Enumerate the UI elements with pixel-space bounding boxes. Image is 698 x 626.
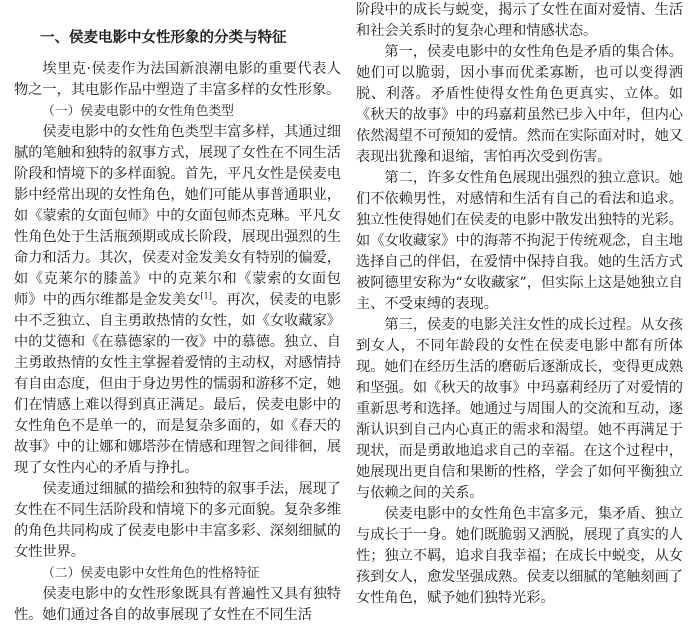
second-trait-paragraph: 第二，许多女性角色展现出强烈的独立意识。她们不依赖男性，对感情和生活有自己的看法和追求。独立性使得她们在侯麦的电影中散发出独特的光彩。如《女收藏家》中的海蒂不拘泥于传统观念，自主地选择自己的伴侣，在爱情中保持自我。她的生活方式被阿德里安称为“女收藏家”，但实际上这是她独立自主、不受束缚的表现。	[356, 170, 683, 312]
types-paragraph	[14, 122, 341, 479]
intro-paragraph: 埃里克·侯麦作为法国新浪潮电影的重要代表人物之一，其电影作品中塑造了丰富多样的女性形象。	[14, 61, 341, 98]
left-column	[14, 0, 341, 626]
section-title: 一、侯麦电影中女性形象的分类与特征	[40, 30, 287, 46]
summary-paragraph: 侯麦通过细腻的描绘和独特的叙事手法，展现了女性在不同生活阶段和情境下的多元面貌。复杂多维的角色共同构成了侯麦电影中丰富多彩、深刻细腻的女性世界。	[14, 481, 341, 560]
first-trait-paragraph: 第一，侯麦电影中的女性角色是矛盾的集合体。她们可以脆弱，因小事而优柔寡断，也可以变得洒脱、利落。矛盾性使得女性角色更真实、立体。如《秋天的故事》中的玛嘉莉虽然已步入中年，但内心依然渴望不可预知的爱情。然而在实际面对时，她又表现出犹豫和退缩，害怕再次受到伤害。	[356, 44, 683, 165]
types-paragraph-text-b: 。再次，侯麦的电影中不乏独立、自主勇敢热情的女性，如《女收藏家》中的艾德和《在慕德家的一夜》中的慕德。独立、自主勇敢热情的女性主掌握着爱情的主动权，对感情持有自由态度，但由于身边男性的懦弱和游移不定，她们在情感上难以得到真正满足。最后，侯麦电影中的女性角色不是单一的，而是复杂多面的，如《春天的故事》中的让娜和娜塔莎在情感和理智之间徘徊，展现了女性内心的矛盾与挣扎。	[14, 292, 341, 476]
citation-ref: [1]	[200, 291, 212, 301]
subsection-title-traits: （二）侯麦电影中女性角色的性格特征	[42, 566, 260, 581]
conclusion-paragraph: 侯麦电影中的女性角色丰富多元，集矛盾、独立与成长于一身。她们既脆弱又洒脱，展现了真实的人性；独立不羁，追求自我幸福；在成长中蜕变，从女孩到女人，愈发坚强成熟。侯麦以细腻的笔触刻画了女性角色，赋予她们独特光彩。	[356, 506, 683, 606]
traits-paragraph-start: 侯麦电影中的女性形象既具有普遍性又具有独特性。她们通过各自的故事展现了女性在不同生活	[14, 586, 341, 623]
traits-paragraph-continued: 阶段中的成长与蜕变，揭示了女性在面对爱情、生活和社会关系时的复杂心理和情感状态。	[356, 2, 683, 39]
types-paragraph-text-a: 侯麦电影中的女性角色类型丰富多样，其通过细腻的笔触和独特的叙事方式，展现了女性在不同生活阶段和情境下的多样面貌。首先，平凡女性是侯麦电影中经常出现的女性角色，她们可能从事普通职业，如《蒙索的女面包师》中的女面包师杰克琳。平凡女性角色处于生活瓶颈期或成长阶段，展现出强烈的生命力和活力。其次，侯麦对金发美女有特别的偏爱，如《克莱尔的膝盖》中的克莱尔和《蒙索的女面包师》中的西尔维都是金发美女	[14, 124, 341, 308]
third-trait-paragraph: 第三，侯麦的电影关注女性的成长过程。从女孩到女人，不同年龄段的女性在侯麦电影中都有所体现。她们在经历生活的磨砺后逐渐成长，变得更成熟和坚强。如《秋天的故事》中玛嘉莉经历了对爱情的重新思考和选择。她通过与周围人的交流和互动，逐渐认识到自己内心真正的需求和渴望。她不再满足于现状，而是勇敢地追求自己的幸福。在这个过程中，她展现出更自信和果断的性格，学会了如何平衡独立与依赖之间的关系。	[356, 317, 683, 501]
subsection-title-types: （一）侯麦电影中的女性角色类型	[42, 104, 234, 119]
right-column	[356, 0, 683, 609]
